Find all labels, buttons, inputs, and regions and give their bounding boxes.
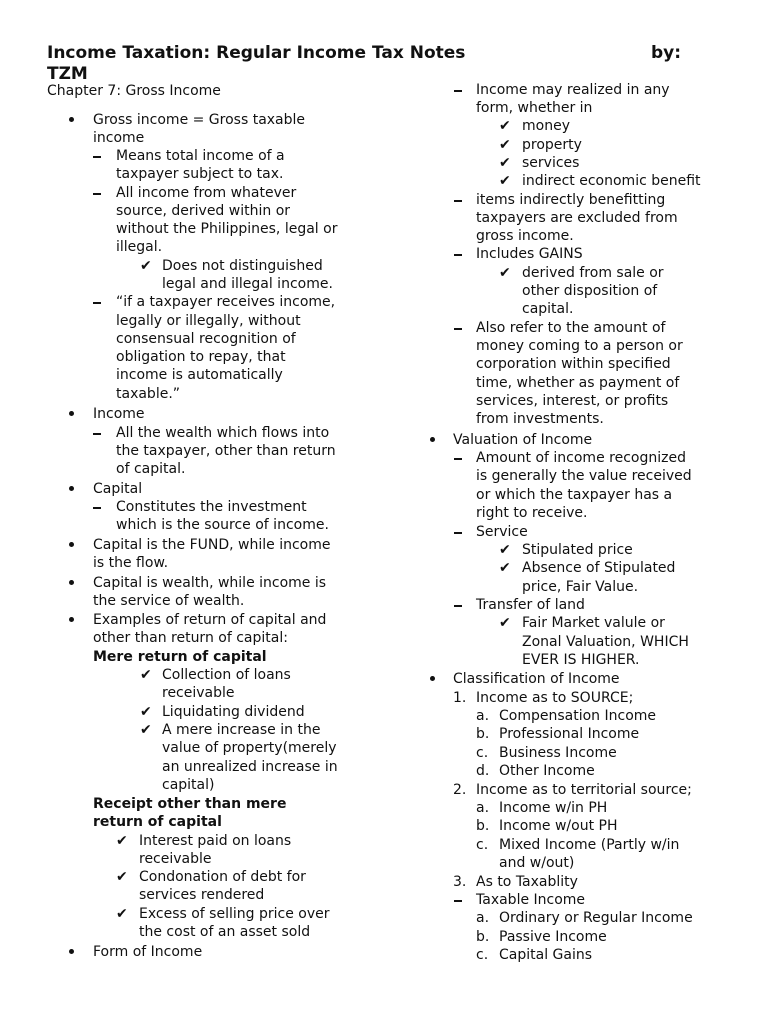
dash-icon: [454, 328, 462, 330]
bullet-icon: [69, 411, 74, 416]
list-number: 1.: [453, 690, 467, 706]
list-item: receivable: [162, 685, 235, 701]
list-item: taxpayers are excluded from: [476, 210, 678, 226]
list-item: Service: [476, 524, 528, 540]
list-item: illegal.: [116, 239, 163, 255]
list-item: Liquidating dividend: [162, 704, 305, 720]
list-item: services: [522, 155, 580, 171]
list-item: value of property(merely: [162, 740, 337, 756]
list-item: Capital Gains: [499, 947, 593, 963]
bullet-icon: [69, 486, 74, 491]
list-item: Examples of return of capital and: [93, 612, 327, 628]
list-number: 3.: [453, 874, 467, 890]
list-item: price, Fair Value.: [522, 579, 639, 595]
bullet-icon: [430, 437, 435, 442]
list-item: Valuation of Income: [453, 432, 593, 448]
list-item: Income as to SOURCE;: [476, 690, 634, 706]
bullet-icon: [69, 580, 74, 585]
list-item: Interest paid on loans: [139, 833, 292, 849]
list-letter: b.: [476, 726, 490, 742]
list-item: taxable.”: [116, 386, 181, 402]
list-item: Taxable Income: [476, 892, 586, 908]
list-item: All income from whatever: [116, 185, 297, 201]
check-icon: ✔: [140, 258, 152, 274]
list-item: from investments.: [476, 411, 604, 427]
subheading: Receipt other than mere: [93, 796, 287, 812]
list-item: Stipulated price: [522, 542, 633, 558]
dash-icon: [454, 900, 462, 902]
list-item: form, whether in: [476, 100, 593, 116]
list-item: money coming to a person or: [476, 338, 683, 354]
list-item: indirect economic benefit: [522, 173, 701, 189]
list-item: without the Philippines, legal or: [116, 221, 338, 237]
list-item: EVER IS HIGHER.: [522, 652, 640, 668]
list-item: “if a taxpayer receives income,: [116, 294, 336, 310]
list-item: Transfer of land: [476, 597, 585, 613]
list-item: source, derived within or: [116, 203, 291, 219]
list-item: derived from sale or: [522, 265, 664, 281]
list-item: legally or illegally, without: [116, 313, 301, 329]
list-item: gross income.: [476, 228, 574, 244]
list-item: Mixed Income (Partly w/in: [499, 837, 680, 853]
list-item: Classification of Income: [453, 671, 620, 687]
list-item: Capital is the FUND, while income: [93, 537, 331, 553]
document-title: Income Taxation: Regular Income Tax Notes: [47, 43, 466, 63]
check-icon: ✔: [116, 869, 128, 885]
check-icon: ✔: [499, 265, 511, 281]
list-item: taxpayer subject to tax.: [116, 166, 284, 182]
check-icon: ✔: [140, 667, 152, 683]
by-label: by:: [651, 43, 682, 63]
list-letter: b.: [476, 818, 490, 834]
list-letter: a.: [476, 800, 490, 816]
list-number: 2.: [453, 782, 467, 798]
list-item: obligation to repay, that: [116, 349, 286, 365]
chapter-heading: Chapter 7: Gross Income: [47, 83, 221, 99]
list-letter: c.: [476, 837, 489, 853]
bullet-icon: [69, 117, 74, 122]
list-item: Constitutes the investment: [116, 499, 307, 515]
check-icon: ✔: [499, 615, 511, 631]
check-icon: ✔: [140, 722, 152, 738]
list-item: other than return of capital:: [93, 630, 288, 646]
dash-icon: [93, 156, 101, 158]
list-item: or which the taxpayer has a: [476, 487, 673, 503]
list-item: Income may realized in any: [476, 82, 670, 98]
list-item: Gross income = Gross taxable: [93, 112, 306, 128]
check-icon: ✔: [116, 833, 128, 849]
list-item: Includes GAINS: [476, 246, 583, 262]
dash-icon: [93, 302, 101, 304]
list-item: Form of Income: [93, 944, 203, 960]
list-item: services rendered: [139, 887, 265, 903]
list-item: Passive Income: [499, 929, 607, 945]
list-item: income is automatically: [116, 367, 283, 383]
check-icon: ✔: [499, 137, 511, 153]
subheading: Mere return of capital: [93, 649, 267, 665]
list-letter: d.: [476, 763, 490, 779]
list-letter: a.: [476, 708, 490, 724]
bullet-icon: [69, 617, 74, 622]
list-item: Also refer to the amount of: [476, 320, 666, 336]
list-item: items indirectly benefitting: [476, 192, 666, 208]
list-item: consensual recognition of: [116, 331, 296, 347]
list-item: Does not distinguished: [162, 258, 323, 274]
list-item: Collection of loans: [162, 667, 291, 683]
list-item: is generally the value received: [476, 468, 692, 484]
list-item: Income as to territorial source;: [476, 782, 692, 798]
list-item: As to Taxablity: [476, 874, 578, 890]
list-item: Amount of income recognized: [476, 450, 686, 466]
list-item: right to receive.: [476, 505, 588, 521]
list-item: Ordinary or Regular Income: [499, 910, 693, 926]
list-item: which is the source of income.: [116, 517, 329, 533]
check-icon: ✔: [499, 560, 511, 576]
dash-icon: [454, 605, 462, 607]
list-item: and w/out): [499, 855, 575, 871]
dash-icon: [93, 193, 101, 195]
list-item: capital.: [522, 301, 574, 317]
dash-icon: [454, 254, 462, 256]
bullet-icon: [69, 542, 74, 547]
list-item: Capital: [93, 481, 143, 497]
check-icon: ✔: [499, 542, 511, 558]
check-icon: ✔: [499, 155, 511, 171]
bullet-icon: [430, 676, 435, 681]
list-item: Professional Income: [499, 726, 640, 742]
list-item: A mere increase in the: [162, 722, 321, 738]
list-item: the cost of an asset sold: [139, 924, 311, 940]
list-item: Excess of selling price over: [139, 906, 330, 922]
list-item: Other Income: [499, 763, 595, 779]
list-item: Compensation Income: [499, 708, 657, 724]
dash-icon: [454, 458, 462, 460]
check-icon: ✔: [499, 118, 511, 134]
dash-icon: [93, 433, 101, 435]
list-item: Zonal Valuation, WHICH: [522, 634, 689, 650]
list-item: Means total income of a: [116, 148, 285, 164]
list-item: of capital.: [116, 461, 186, 477]
list-item: Condonation of debt for: [139, 869, 306, 885]
list-item: corporation within specified: [476, 356, 671, 372]
list-item: Income w/out PH: [499, 818, 618, 834]
check-icon: ✔: [116, 906, 128, 922]
list-letter: b.: [476, 929, 490, 945]
bullet-icon: [69, 949, 74, 954]
list-letter: c.: [476, 947, 489, 963]
list-letter: c.: [476, 745, 489, 761]
dash-icon: [454, 90, 462, 92]
list-item: Capital is wealth, while income is: [93, 575, 327, 591]
dash-icon: [454, 532, 462, 534]
list-item: is the flow.: [93, 555, 169, 571]
list-item: Income w/in PH: [499, 800, 608, 816]
list-letter: a.: [476, 910, 490, 926]
list-item: other disposition of: [522, 283, 658, 299]
list-item: income: [93, 130, 145, 146]
list-item: Fair Market valule or: [522, 615, 665, 631]
list-item: the taxpayer, other than return: [116, 443, 336, 459]
list-item: money: [522, 118, 570, 134]
list-item: All the wealth which flows into: [116, 425, 330, 441]
check-icon: ✔: [140, 704, 152, 720]
list-item: capital): [162, 777, 215, 793]
list-item: property: [522, 137, 582, 153]
list-item: Income: [93, 406, 145, 422]
dash-icon: [454, 200, 462, 202]
list-item: the service of wealth.: [93, 593, 245, 609]
list-item: Business Income: [499, 745, 617, 761]
author: TZM: [47, 64, 88, 84]
list-item: receivable: [139, 851, 212, 867]
list-item: an unrealized increase in: [162, 759, 338, 775]
list-item: time, whether as payment of: [476, 375, 680, 391]
dash-icon: [93, 507, 101, 509]
list-item: legal and illegal income.: [162, 276, 333, 292]
list-item: services, interest, or profits: [476, 393, 669, 409]
check-icon: ✔: [499, 173, 511, 189]
subheading: return of capital: [93, 814, 222, 830]
list-item: Absence of Stipulated: [522, 560, 676, 576]
